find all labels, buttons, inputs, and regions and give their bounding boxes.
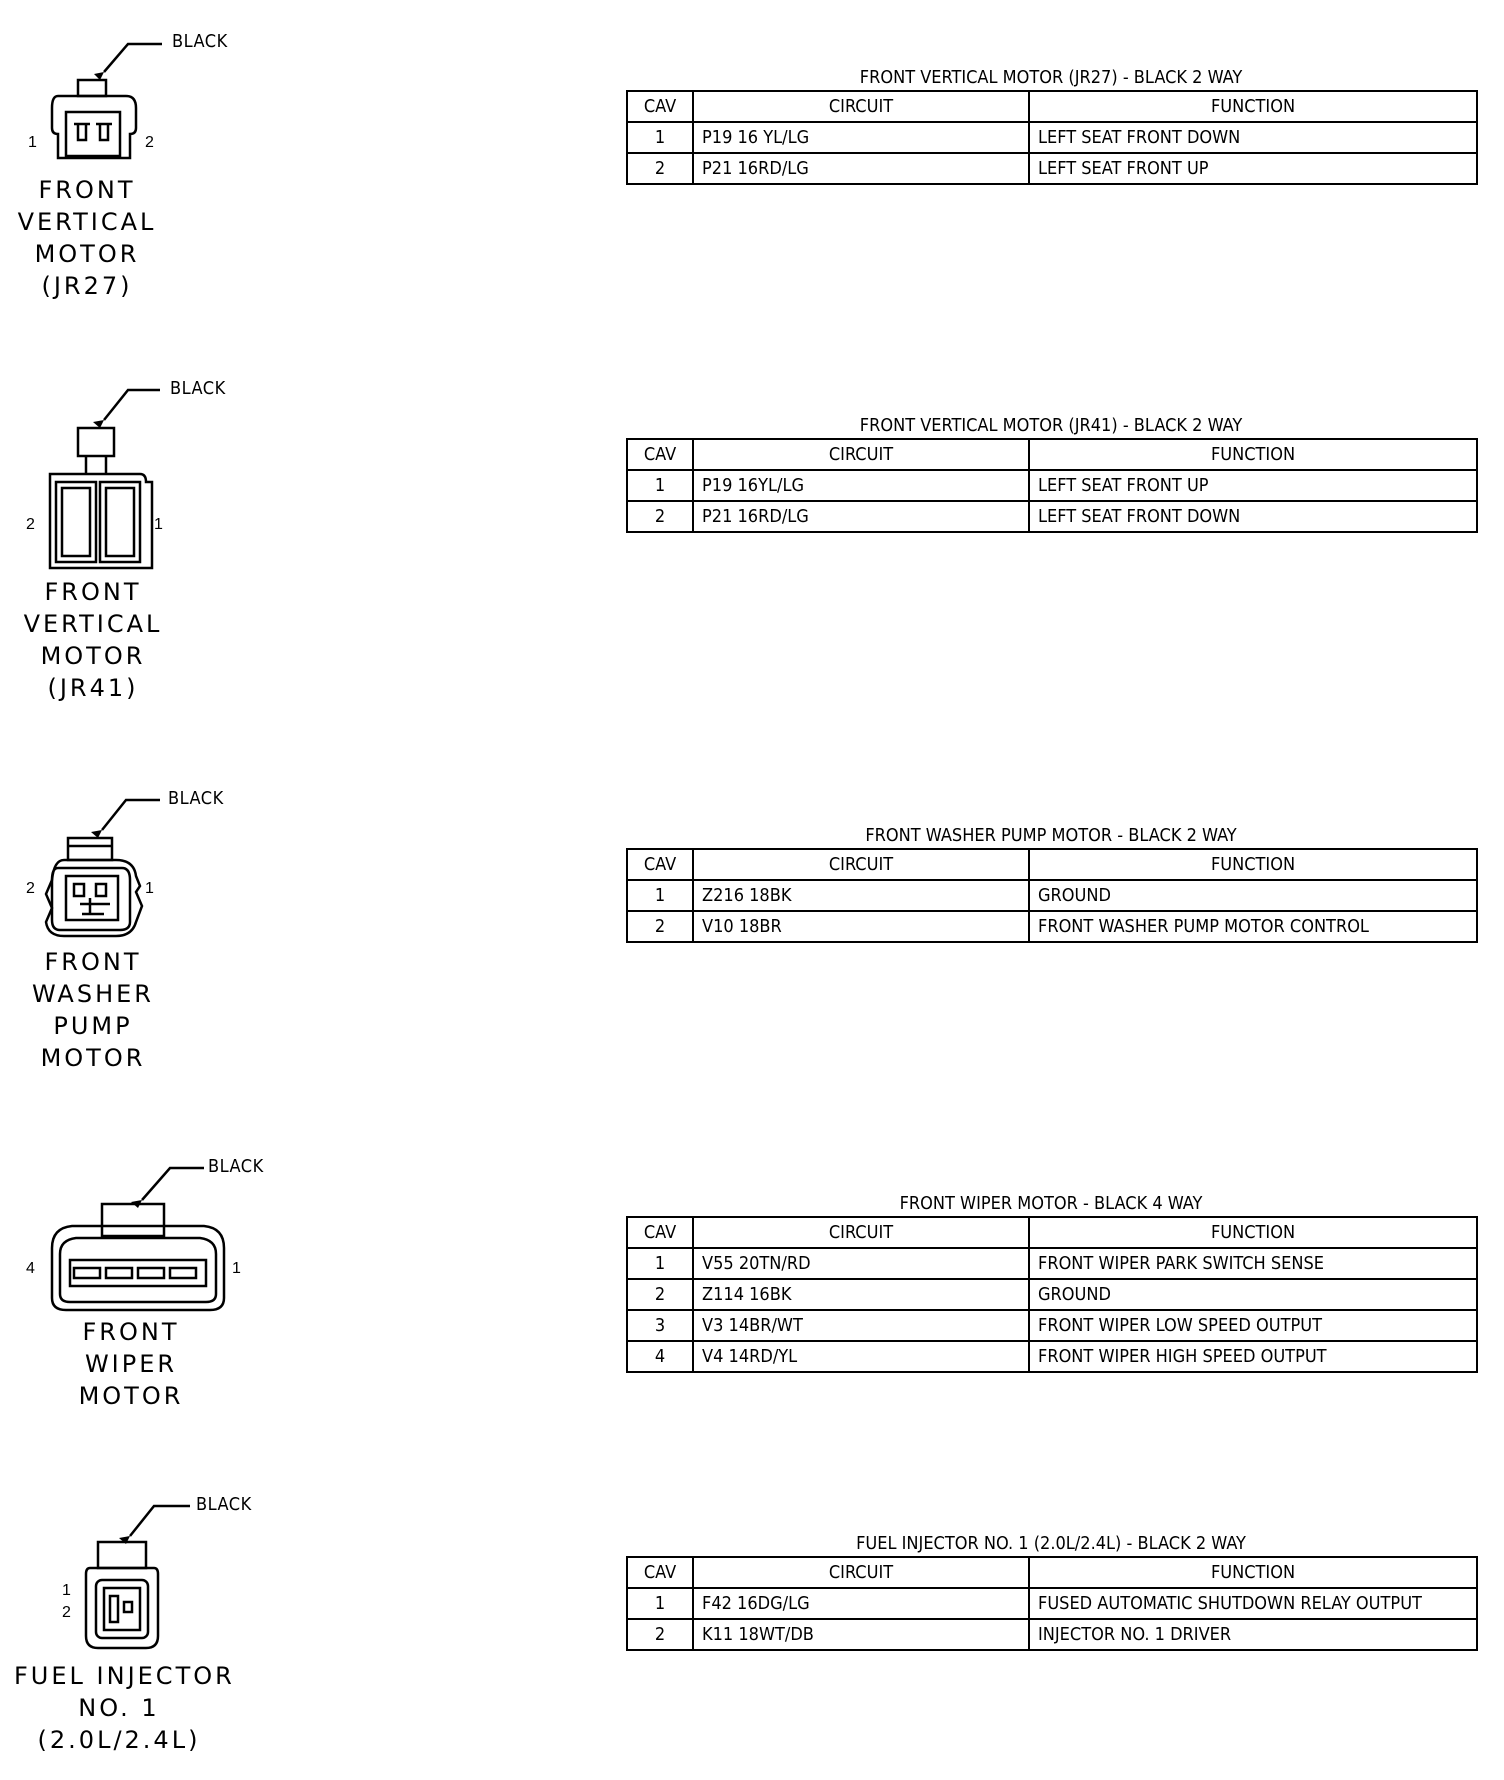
connector-section-jr41 bbox=[0, 370, 1504, 730]
connector-name-line: WASHER bbox=[32, 980, 154, 1008]
connector-name-line: MOTOR bbox=[34, 240, 140, 268]
connector-name-line: VERTICAL bbox=[17, 208, 157, 236]
cell-circuit: Z114 16BK bbox=[693, 1279, 1029, 1310]
connector-name-line: MOTOR bbox=[78, 1382, 184, 1410]
cell-circuit: P19 16 YL/LG bbox=[693, 122, 1029, 153]
cell-cav: 2 bbox=[627, 911, 693, 942]
table-title: FRONT VERTICAL MOTOR (JR41) - BLACK 2 WAY bbox=[859, 415, 1243, 436]
connector-name bbox=[14, 1660, 235, 1756]
header-function: FUNCTION bbox=[1029, 1217, 1477, 1248]
table-row bbox=[627, 1248, 1477, 1279]
cell-function: GROUND bbox=[1029, 1279, 1477, 1310]
table-row bbox=[627, 1588, 1477, 1619]
connector-name bbox=[14, 174, 160, 302]
connector-name bbox=[58, 1316, 204, 1412]
cell-circuit: P19 16YL/LG bbox=[693, 470, 1029, 501]
table-row bbox=[627, 153, 1477, 184]
pin-label-left: 1 bbox=[28, 134, 37, 151]
pinout-table bbox=[626, 438, 1478, 533]
header-circuit: CIRCUIT bbox=[693, 1557, 1029, 1588]
header-circuit: CIRCUIT bbox=[693, 439, 1029, 470]
cell-circuit: F42 16DG/LG bbox=[693, 1588, 1029, 1619]
table-row bbox=[627, 1310, 1477, 1341]
cell-function: LEFT SEAT FRONT UP bbox=[1029, 153, 1477, 184]
wire-color-label: BLACK bbox=[196, 1494, 252, 1515]
table-title: FRONT WIPER MOTOR - BLACK 4 WAY bbox=[899, 1193, 1203, 1214]
table-header-row bbox=[627, 1557, 1477, 1588]
cell-circuit: V10 18BR bbox=[693, 911, 1029, 942]
wire-color-label: BLACK bbox=[170, 378, 226, 399]
pinout-table bbox=[626, 848, 1478, 943]
cell-circuit: V4 14RD/YL bbox=[693, 1341, 1029, 1372]
pin-label-right: 1 bbox=[232, 1260, 241, 1277]
pin-label-right: 2 bbox=[62, 1604, 71, 1621]
header-function: FUNCTION bbox=[1029, 1557, 1477, 1588]
cell-function: FRONT WIPER PARK SWITCH SENSE bbox=[1029, 1248, 1477, 1279]
header-function: FUNCTION bbox=[1029, 849, 1477, 880]
table-row bbox=[627, 1279, 1477, 1310]
pinout-table bbox=[626, 1216, 1478, 1373]
connector-name-line: MOTOR bbox=[40, 642, 146, 670]
cell-cav: 1 bbox=[627, 1588, 693, 1619]
cell-cav: 1 bbox=[627, 470, 693, 501]
cell-function: INJECTOR NO. 1 DRIVER bbox=[1029, 1619, 1477, 1650]
cell-cav: 1 bbox=[627, 122, 693, 153]
header-circuit: CIRCUIT bbox=[693, 849, 1029, 880]
cell-cav: 2 bbox=[627, 501, 693, 532]
connector-name-line: FUEL INJECTOR bbox=[14, 1662, 235, 1690]
wire-color-label: BLACK bbox=[208, 1156, 264, 1177]
pinout-table bbox=[626, 90, 1478, 185]
connector-name-line: (JR41) bbox=[47, 674, 139, 702]
cell-cav: 4 bbox=[627, 1341, 693, 1372]
cell-cav: 3 bbox=[627, 1310, 693, 1341]
pin-label-right: 1 bbox=[154, 516, 163, 533]
pinout-table-block bbox=[626, 1532, 1476, 1651]
header-cav: CAV bbox=[627, 849, 693, 880]
cell-function: LEFT SEAT FRONT DOWN bbox=[1029, 122, 1477, 153]
cell-circuit: K11 18WT/DB bbox=[693, 1619, 1029, 1650]
wire-color-label: BLACK bbox=[168, 788, 224, 809]
header-function: FUNCTION bbox=[1029, 439, 1477, 470]
cell-circuit: P21 16RD/LG bbox=[693, 153, 1029, 184]
cell-cav: 2 bbox=[627, 1279, 693, 1310]
header-cav: CAV bbox=[627, 1557, 693, 1588]
connector-name-line: FRONT bbox=[44, 948, 142, 976]
table-header-row bbox=[627, 1217, 1477, 1248]
cell-function: LEFT SEAT FRONT DOWN bbox=[1029, 501, 1477, 532]
cell-cav: 1 bbox=[627, 1248, 693, 1279]
pinout-table-block bbox=[626, 66, 1476, 185]
table-header-row bbox=[627, 849, 1477, 880]
connector-section-wiper-motor bbox=[0, 1148, 1504, 1448]
connector-name-line: (2.0L/2.4L) bbox=[37, 1726, 201, 1754]
connector-name bbox=[20, 946, 166, 1074]
header-cav: CAV bbox=[627, 91, 693, 122]
connector-section-jr27 bbox=[0, 0, 1504, 330]
pin-label-left: 2 bbox=[26, 516, 35, 533]
connector-name-line: VERTICAL bbox=[23, 610, 163, 638]
table-row bbox=[627, 880, 1477, 911]
table-row bbox=[627, 911, 1477, 942]
table-row bbox=[627, 501, 1477, 532]
connector-section-washer-pump bbox=[0, 780, 1504, 1110]
pin-label-left: 4 bbox=[26, 1260, 35, 1277]
pinout-table-block bbox=[626, 824, 1476, 943]
pin-label-left: 1 bbox=[62, 1582, 71, 1599]
cell-cav: 2 bbox=[627, 1619, 693, 1650]
cell-function: LEFT SEAT FRONT UP bbox=[1029, 470, 1477, 501]
table-header-row bbox=[627, 91, 1477, 122]
cell-function: FUSED AUTOMATIC SHUTDOWN RELAY OUTPUT bbox=[1029, 1588, 1477, 1619]
cell-circuit: Z216 18BK bbox=[693, 880, 1029, 911]
connector-name-line: FRONT bbox=[82, 1318, 180, 1346]
header-circuit: CIRCUIT bbox=[693, 1217, 1029, 1248]
connector-name-line: MOTOR bbox=[40, 1044, 146, 1072]
header-function: FUNCTION bbox=[1029, 91, 1477, 122]
pin-label-right: 1 bbox=[145, 880, 154, 897]
pinout-table-block bbox=[626, 414, 1476, 533]
cell-cav: 1 bbox=[627, 880, 693, 911]
connector-name-line: PUMP bbox=[53, 1012, 133, 1040]
table-title: FRONT VERTICAL MOTOR (JR27) - BLACK 2 WAY bbox=[859, 67, 1243, 88]
table-row bbox=[627, 1619, 1477, 1650]
cell-function: FRONT WASHER PUMP MOTOR CONTROL bbox=[1029, 911, 1477, 942]
pin-label-right: 2 bbox=[145, 134, 154, 151]
pinout-table-block bbox=[626, 1192, 1476, 1373]
header-cav: CAV bbox=[627, 1217, 693, 1248]
cell-circuit: P21 16RD/LG bbox=[693, 501, 1029, 532]
connector-name-line: FRONT bbox=[44, 578, 142, 606]
connector-name-line: NO. 1 bbox=[78, 1694, 160, 1722]
table-row bbox=[627, 1341, 1477, 1372]
pin-label-left: 2 bbox=[26, 880, 35, 897]
connector-name-line: (JR27) bbox=[41, 272, 133, 300]
table-title: FRONT WASHER PUMP MOTOR - BLACK 2 WAY bbox=[865, 825, 1237, 846]
pinout-table bbox=[626, 1556, 1478, 1651]
table-header-row bbox=[627, 439, 1477, 470]
cell-cav: 2 bbox=[627, 153, 693, 184]
connector-name bbox=[20, 576, 166, 704]
cell-function: FRONT WIPER LOW SPEED OUTPUT bbox=[1029, 1310, 1477, 1341]
wire-color-label: BLACK bbox=[172, 31, 228, 52]
cell-circuit: V3 14BR/WT bbox=[693, 1310, 1029, 1341]
connector-section-fuel-injector bbox=[0, 1488, 1504, 1780]
table-row bbox=[627, 470, 1477, 501]
header-cav: CAV bbox=[627, 439, 693, 470]
table-title: FUEL INJECTOR NO. 1 (2.0L/2.4L) - BLACK 2 WAY bbox=[856, 1533, 1246, 1554]
connector-name-line: WIPER bbox=[84, 1350, 178, 1378]
connector-name-line: FRONT bbox=[38, 176, 136, 204]
header-circuit: CIRCUIT bbox=[693, 91, 1029, 122]
cell-function: FRONT WIPER HIGH SPEED OUTPUT bbox=[1029, 1341, 1477, 1372]
cell-function: GROUND bbox=[1029, 880, 1477, 911]
table-row bbox=[627, 122, 1477, 153]
cell-circuit: V55 20TN/RD bbox=[693, 1248, 1029, 1279]
